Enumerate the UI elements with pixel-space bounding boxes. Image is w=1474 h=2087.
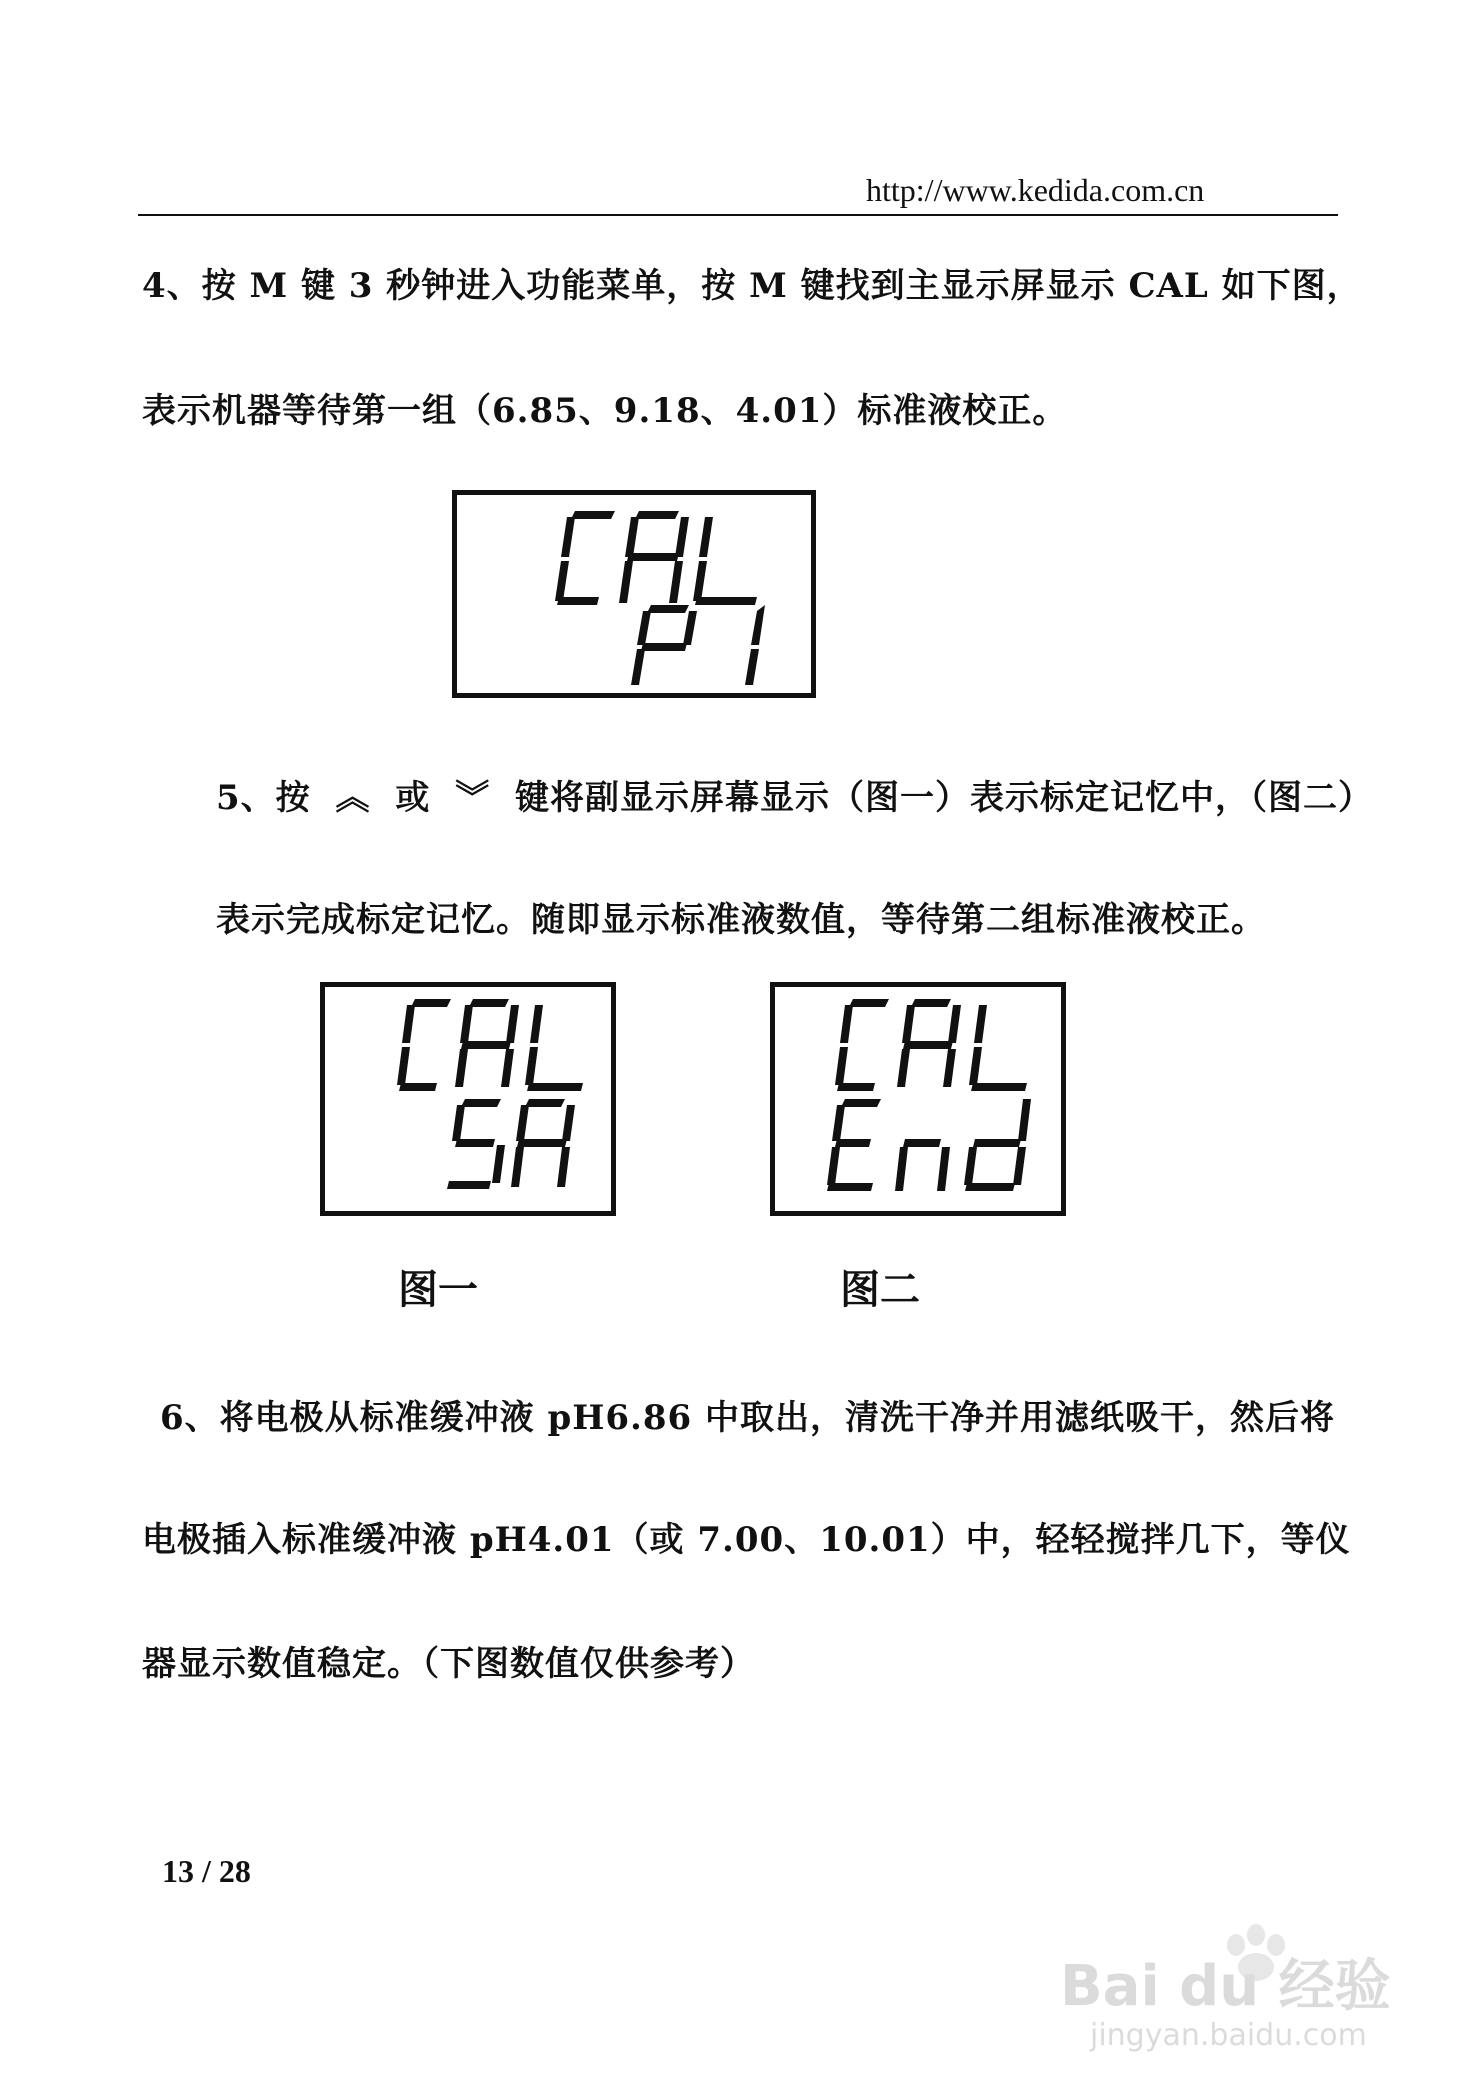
figure2-caption: 图二	[840, 1267, 920, 1313]
step6-line1: 6、将电极从标准缓冲液 pH6.86 中取出，清洗干净并用滤纸吸干，然后将	[160, 1398, 1336, 1438]
watermark-brand: Bai du 经验	[1060, 1954, 1391, 2019]
watermark-site: jingyan.baidu.com	[1090, 2018, 1367, 2053]
page-number: 13 / 28	[162, 1853, 251, 1889]
step6-line3: 器显示数值稳定。（下图数值仅供参考）	[142, 1644, 755, 1684]
up-arrow-key-icon: ︽	[335, 778, 371, 818]
baidu-watermark	[1050, 1905, 1410, 2055]
step5-line2: 表示完成标定记忆。随即显示标准液数值，等待第二组标准液校正。	[216, 900, 1266, 940]
step5-text-b: 或	[395, 778, 431, 818]
step5-text-c: 键将副显示屏幕显示（图一）表示标定记忆中，（图二）	[515, 778, 1374, 818]
header-url[interactable]: http://www.kedida.com.cn	[866, 172, 1205, 208]
step4-line1: 4、按 M 键 3 秒钟进入功能菜单，按 M 键找到主显示屏显示 CAL 如下图，	[142, 266, 1362, 306]
lcd-sub-text	[631, 605, 765, 685]
step5-line1	[216, 770, 1373, 819]
figure1-caption: 图一	[398, 1267, 478, 1313]
down-arrow-key-icon: ︾	[455, 778, 491, 818]
header-divider	[138, 214, 1338, 216]
lcd-sub-text	[447, 1099, 575, 1189]
step5-text-a: 5、按	[216, 778, 311, 818]
step4-line2: 表示机器等待第一组（6.85、9.18、4.01）标准液校正。	[142, 391, 1068, 431]
lcd-display-cal-p1	[452, 490, 816, 698]
lcd-sub-text	[827, 1099, 1031, 1191]
lcd-display-cal-sa	[320, 982, 616, 1216]
lcd-main-text	[555, 511, 757, 605]
lcd-display-cal-end	[770, 982, 1066, 1216]
lcd-main-text	[835, 999, 1027, 1091]
lcd-main-text	[397, 999, 583, 1091]
step6-line2: 电极插入标准缓冲液 pH4.01（或 7.00、10.01）中，轻轻搅拌几下，等仪	[142, 1520, 1351, 1560]
